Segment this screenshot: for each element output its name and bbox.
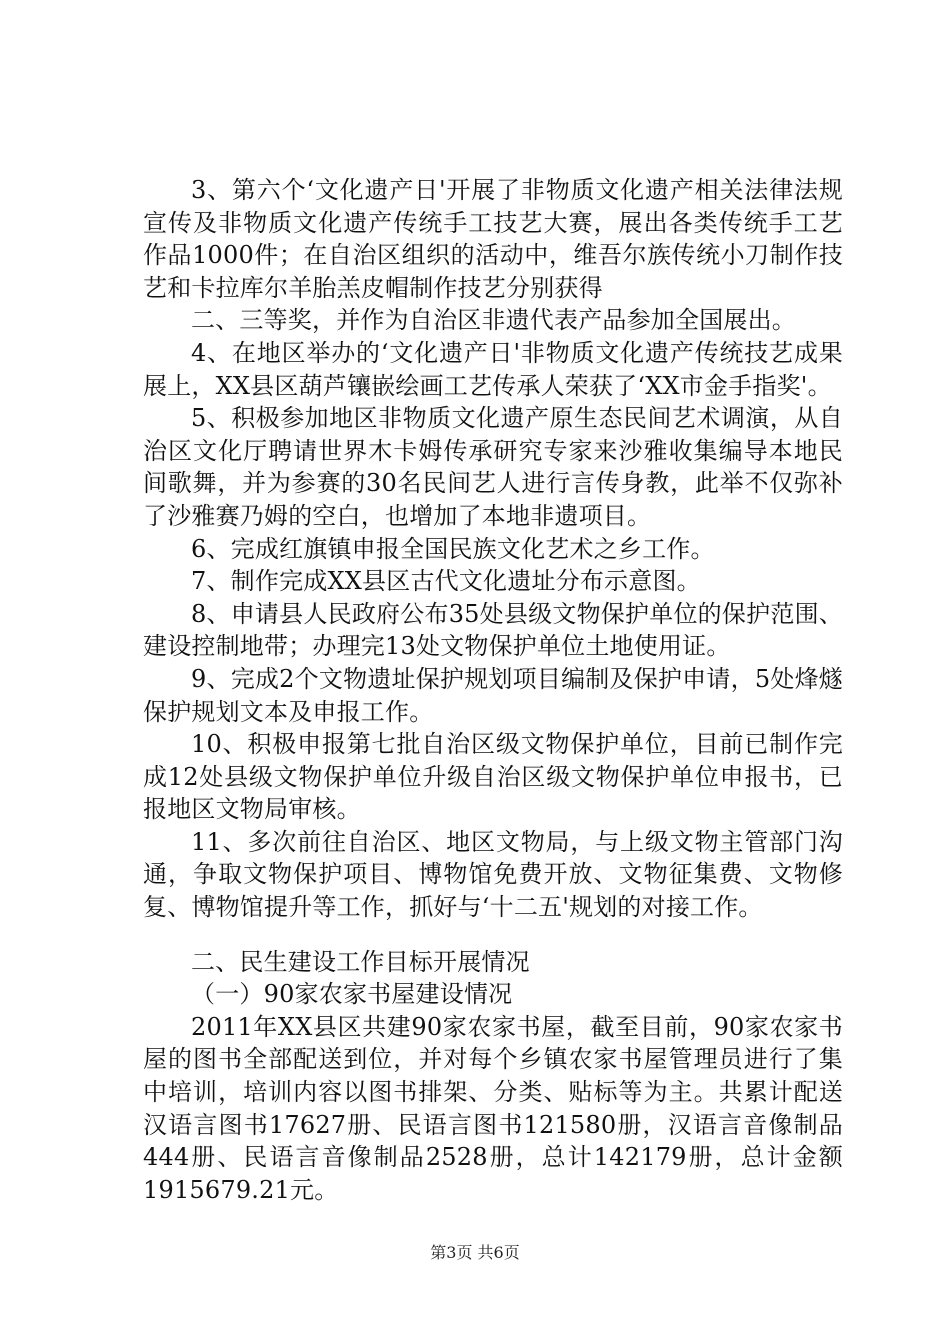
paragraph: 二、三等奖，并作为自治区非遗代表产品参加全国展出。 (191, 306, 796, 335)
paragraph: 4、在地区举办的‘文化遗产日'非物质文化遗产传统技艺成果展上，XX县区葫芦镶嵌绘画工艺传承人荣获了‘XX市金手指奖'。 (143, 338, 843, 400)
paragraph: 8、申请县人民政府公布35处县级文物保护单位的保护范围、建设控制地带；办理完13处文物保护单位土地使用证。 (143, 599, 843, 661)
section-heading: 二、民生建设工作目标开展情况 (191, 947, 530, 976)
page-footer (0, 1240, 950, 1263)
paragraph: 9、完成2个文物遗址保护规划项目编制及保护申请，5处烽燧保护规划文本及申报工作。 (143, 664, 843, 726)
paragraph: 10、积极申报第七批自治区级文物保护单位，目前已制作完成12处县级文物保护单位升级自治区级文物保护单位申报书，已报地区文物局审核。 (143, 730, 843, 824)
paragraph: 2011年XX县区共建90家农家书屋，截至目前，90家农家书屋的图书全部配送到位，并对每个乡镇农家书屋管理员进行了集中培训，培训内容以图书排架、分类、贴标等为主。共累计配送汉语言图书17627册、民语言图书121580册，汉语言音像制品444册、民语言音像制品2528册，总计142179册，总计金额1915679.21元。 (143, 1012, 843, 1204)
page-number: 第3页 共6页 (430, 1243, 520, 1262)
paragraph: 11、多次前往自治区、地区文物局，与上级文物主管部门沟通，争取文物保护项目、博物馆免费开放、文物征集费、文物修复、博物馆提升等工作，抓好与‘十二五'规划的对接工作。 (143, 827, 843, 922)
paragraph: 5、积极参加地区非物质文化遗产原生态民间艺术调演，从自治区文化厅聘请世界木卡姆传承研究专家来沙雅收集编导本地民间歌舞，并为参赛的30名民间艺人进行言传身教，此举不仅弥补了沙雅赛乃姆的空白，也增加了本地非遗项目。 (143, 404, 843, 530)
section-gap (143, 924, 843, 946)
paragraph: 7、制作完成XX县区古代文化遗址分布示意图。 (191, 567, 701, 596)
paragraph: 6、完成红旗镇申报全国民族文化艺术之乡工作。 (191, 534, 715, 563)
paragraph: 3、第六个‘文化遗产日'开展了非物质文化遗产相关法律法规宣传及非物质文化遗产传统手工技艺大赛，展出各类传统手工艺作品1000件；在自治区组织的活动中，维吾尔族传统小刀制作技艺和卡拉库尔羊胎羔皮帽制作技艺分别获得 (143, 176, 843, 302)
document-body (143, 174, 843, 1206)
subsection-heading: （一）90家农家书屋建设情况 (191, 980, 513, 1009)
